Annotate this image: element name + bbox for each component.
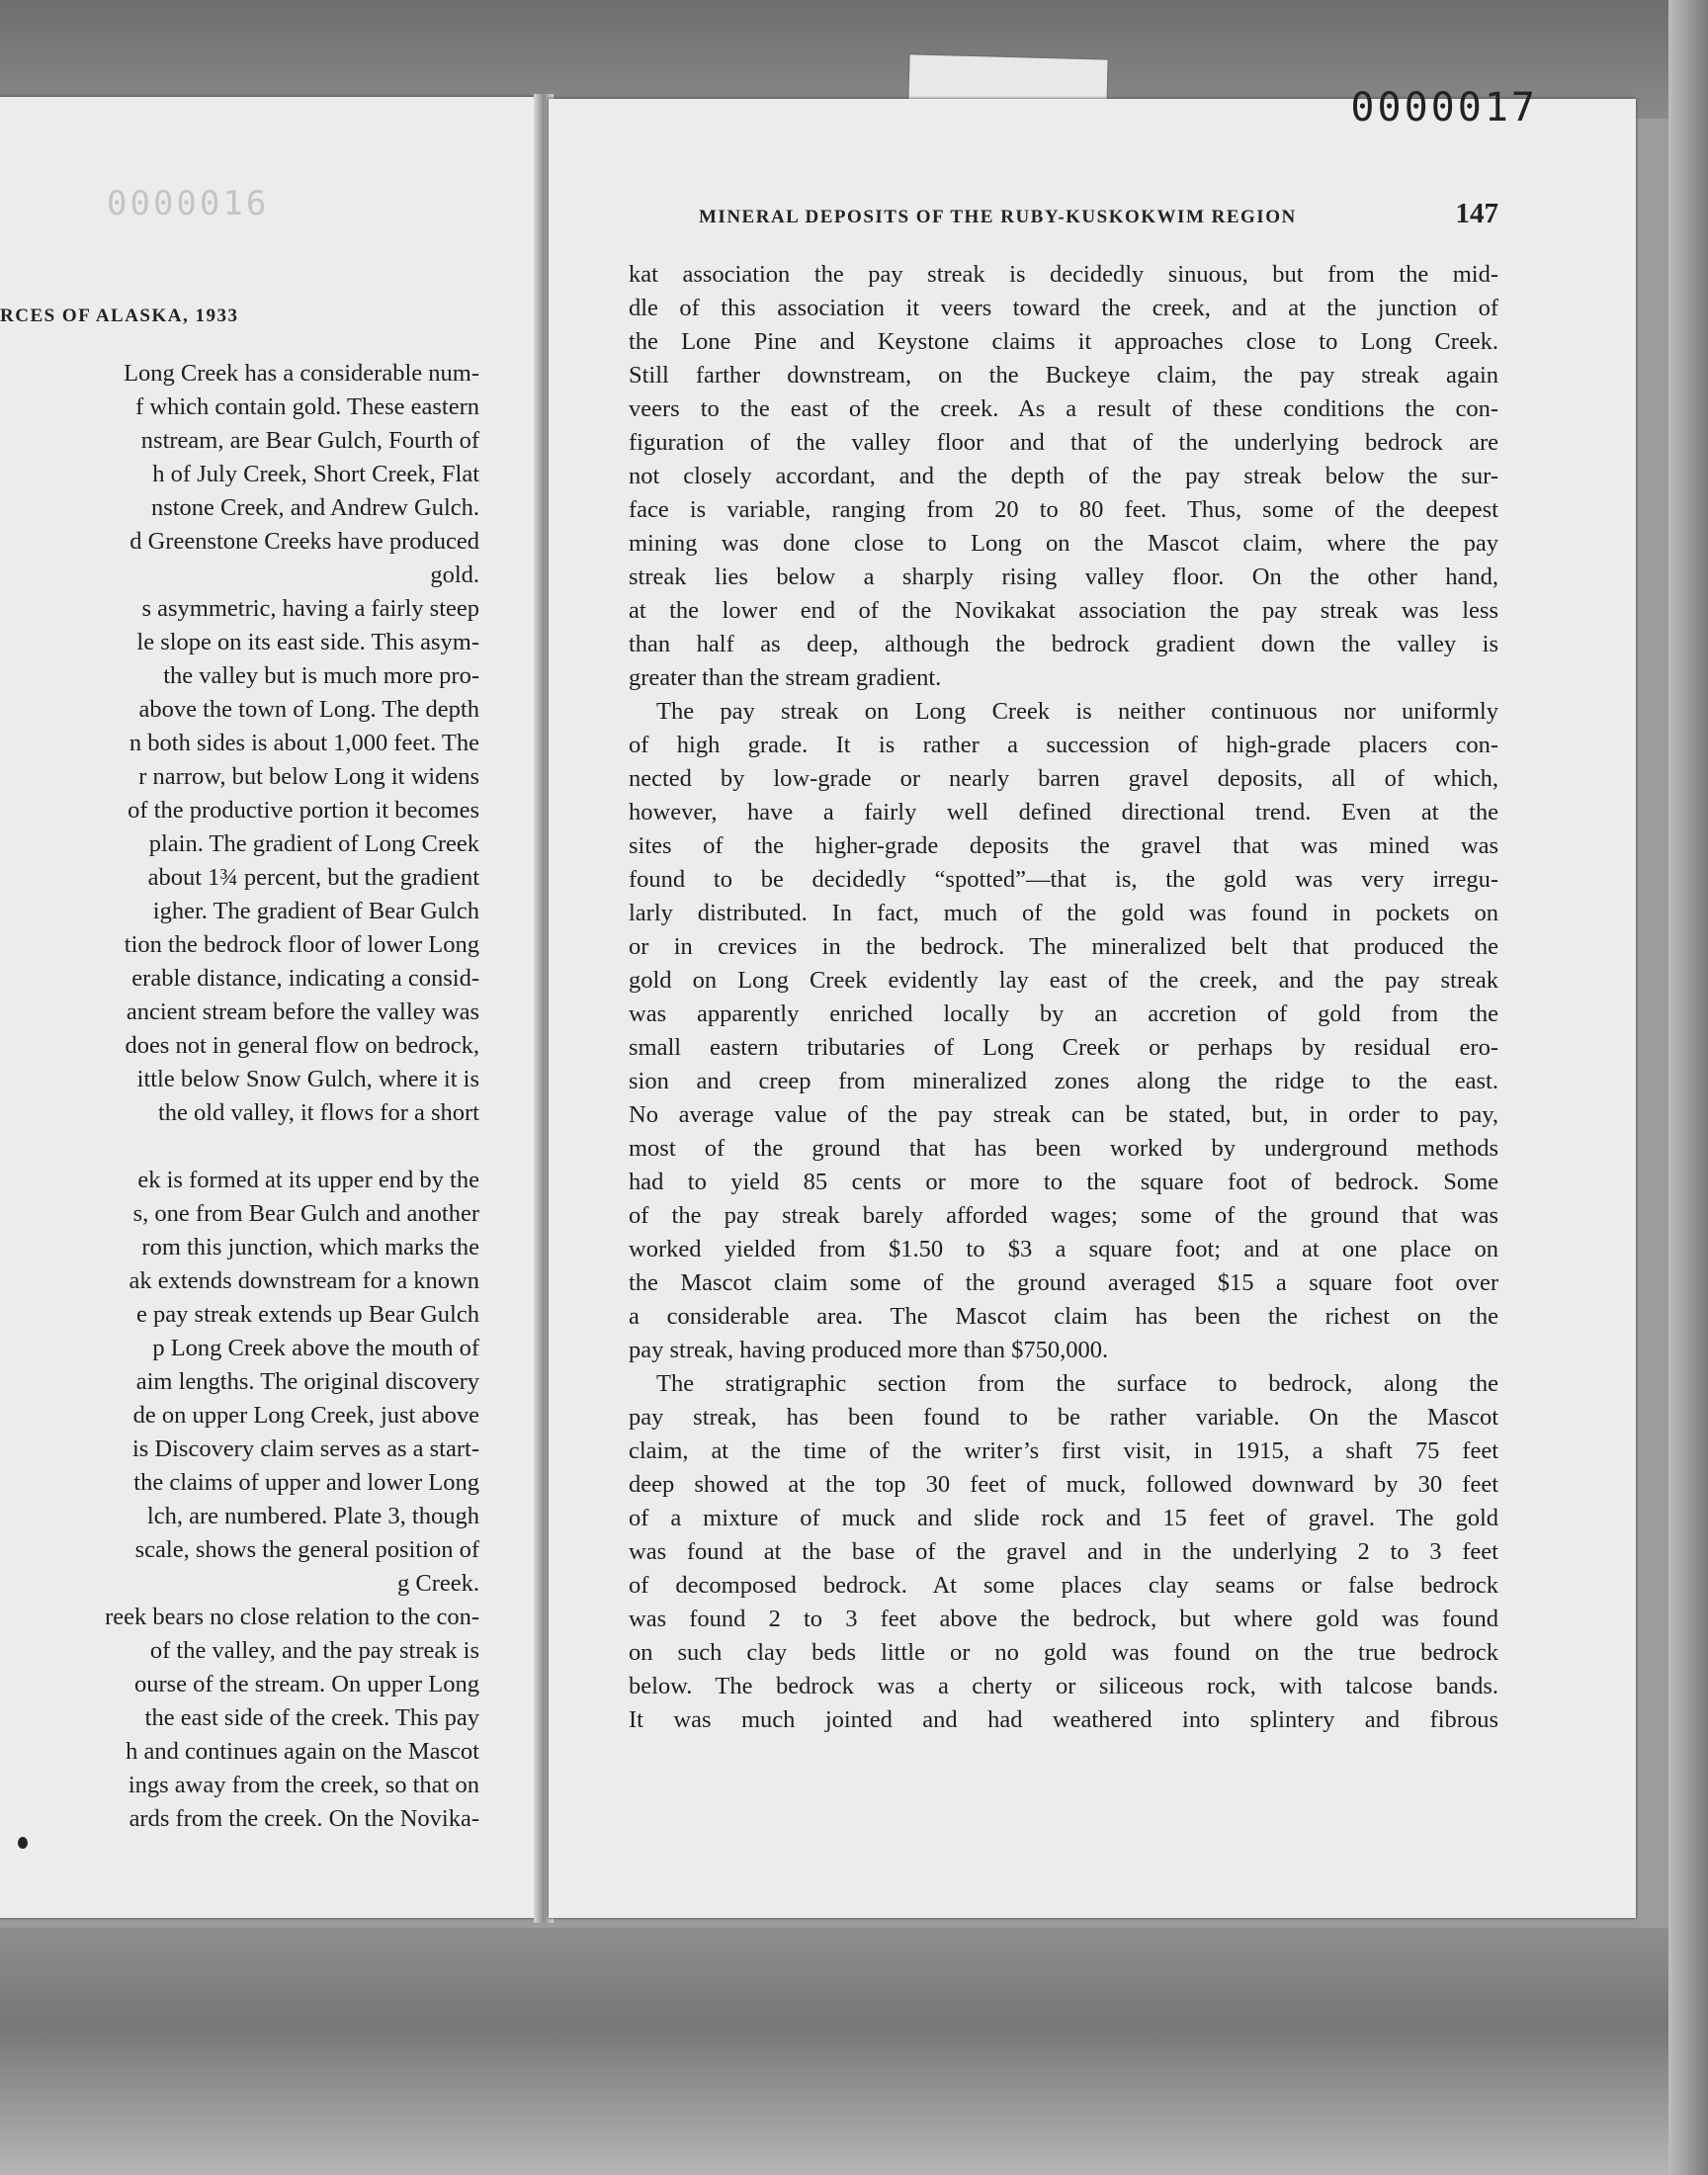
text-line: the Mascot claim some of the ground averaged $15 a square foot over	[629, 1269, 1498, 1296]
text-line: was found at the base of the gravel and in the underlying 2 to 3 feet	[629, 1538, 1498, 1565]
text-line: of decomposed bedrock. At some places clay seams or false bedrock	[629, 1572, 1498, 1599]
text-line: was found 2 to 3 feet above the bedrock, but where gold was found	[629, 1606, 1498, 1632]
text-line: nstone Creek, and Andrew Gulch.	[150, 494, 479, 521]
text-line: greater than the stream gradient.	[629, 664, 942, 691]
left-page	[0, 97, 539, 1918]
text-line: Long Creek has a considerable num-	[124, 360, 479, 387]
text-line: deep showed at the top 30 feet of muck, followed downward by 30 feet	[629, 1471, 1498, 1498]
text-line: The stratigraphic section from the surface to bedrock, along the	[656, 1370, 1498, 1397]
paper-tab	[908, 54, 1107, 105]
text-line: on such clay beds little or no gold was found on the true bedrock	[629, 1639, 1498, 1666]
text-line: the east side of the creek. This pay	[144, 1704, 479, 1731]
left-running-head: RCES OF ALASKA, 1933	[0, 305, 239, 326]
text-line: sites of the higher-grade deposits the gravel that was mined was	[629, 832, 1498, 859]
left-text-column	[0, 357, 479, 1836]
text-line: worked yielded from $1.50 to $3 a square foot; and at one place on	[629, 1236, 1498, 1262]
text-line: s, one from Bear Gulch and another	[132, 1200, 479, 1227]
text-line: g Creek.	[397, 1570, 479, 1597]
text-line: nected by low-grade or nearly barren gravel deposits, all of which,	[629, 765, 1498, 792]
text-line: is Discovery claim serves as a start-	[131, 1436, 479, 1462]
ink-dot	[18, 1837, 28, 1849]
text-line: does not in general flow on bedrock,	[125, 1032, 479, 1059]
text-line: or in crevices in the bedrock. The mineralized belt that produced the	[629, 933, 1498, 960]
text-line: ek is formed at its upper end by the	[137, 1167, 479, 1193]
text-line: le slope on its east side. This asym-	[136, 629, 479, 655]
text-line: e pay streak extends up Bear Gulch	[136, 1301, 479, 1328]
text-line: tion the bedrock floor of lower Long	[124, 931, 479, 958]
text-line: ittle below Snow Gulch, where it is	[136, 1066, 479, 1092]
text-line: most of the ground that has been worked by underground methods	[629, 1135, 1498, 1162]
text-line: found to be decidedly “spotted”—that is, the gold was very irregu-	[629, 866, 1498, 893]
text-line: below. The bedrock was a cherty or siliceous rock, with talcose bands.	[629, 1673, 1498, 1699]
text-line: of a mixture of muck and slide rock and 15 feet of gravel. The gold	[629, 1505, 1498, 1531]
text-line: of high grade. It is rather a succession of high-grade placers con-	[629, 732, 1498, 758]
text-line: igher. The gradient of Bear Gulch	[152, 898, 479, 924]
text-line: de on upper Long Creek, just above	[132, 1402, 479, 1429]
text-line: larly distributed. In fact, much of the gold was found in pockets on	[629, 900, 1498, 926]
text-line: however, have a fairly well defined directional trend. Even at the	[629, 799, 1498, 826]
text-line: sion and creep from mineralized zones along the ridge to the east.	[629, 1068, 1498, 1094]
text-line: gold.	[430, 562, 479, 588]
text-line: n both sides is about 1,000 feet. The	[128, 730, 479, 756]
text-line: face is variable, ranging from 20 to 80 feet. Thus, some of the deepest	[629, 496, 1498, 523]
text-line: ak extends downstream for a known	[128, 1267, 479, 1294]
text-line: of the productive portion it becomes	[128, 797, 479, 824]
text-line: the Lone Pine and Keystone claims it approaches close to Long Creek.	[629, 328, 1498, 355]
faded-document-number: 0000016	[107, 184, 270, 223]
text-line: small eastern tributaries of Long Creek or perhaps by residual ero-	[629, 1034, 1498, 1061]
text-line: claim, at the time of the writer’s first visit, in 1915, a shaft 75 feet	[629, 1437, 1498, 1464]
text-line: h and continues again on the Mascot	[126, 1738, 479, 1765]
text-line: No average value of the pay streak can be stated, but, in order to pay,	[629, 1101, 1498, 1128]
text-line: pay streak, has been found to be rather variable. On the Mascot	[629, 1404, 1498, 1431]
text-line: It was much jointed and had weathered into splintery and fibrous	[629, 1706, 1498, 1733]
text-line: of the pay streak barely afforded wages; some of the ground that was	[629, 1202, 1498, 1229]
text-line: lch, are numbered. Plate 3, though	[146, 1503, 479, 1529]
text-line: r narrow, but below Long it widens	[138, 763, 479, 790]
text-line: ourse of the stream. On upper Long	[133, 1671, 479, 1697]
text-line: scale, shows the general position of	[134, 1536, 479, 1563]
text-line: a considerable area. The Mascot claim has been the richest on the	[629, 1303, 1498, 1330]
text-line: gold on Long Creek evidently lay east of the creek, and the pay streak	[629, 967, 1498, 994]
text-line: s asymmetric, having a fairly steep	[141, 595, 479, 622]
text-line: pay streak, having produced more than $750,000.	[629, 1337, 1109, 1363]
text-line	[0, 1130, 479, 1164]
text-line: erable distance, indicating a consid-	[131, 965, 479, 992]
scan-background-right	[1668, 0, 1708, 2175]
text-line: mining was done close to Long on the Mascot claim, where the pay	[629, 530, 1498, 557]
text-line: h of July Creek, Short Creek, Flat	[152, 461, 479, 487]
text-line: had to yield 85 cents or more to the square foot of bedrock. Some	[629, 1169, 1498, 1195]
text-line: d Greenstone Creeks have produced	[129, 528, 479, 555]
text-line: at the lower end of the Novikakat association the pay streak was less	[629, 597, 1498, 624]
text-line: dle of this association it veers toward the creek, and at the junction of	[629, 295, 1498, 321]
text-line: ancient stream before the valley was	[126, 999, 479, 1025]
text-line: about 1¾ percent, but the gradient	[147, 864, 479, 891]
right-text-column	[629, 258, 1498, 1737]
text-line: was apparently enriched locally by an accretion of gold from the	[629, 1000, 1498, 1027]
text-line: p Long Creek above the mouth of	[152, 1335, 479, 1361]
text-line: rom this junction, which marks the	[141, 1234, 479, 1261]
text-line: kat association the pay streak is decidedly sinuous, but from the mid-	[629, 261, 1498, 288]
text-line: than half as deep, although the bedrock gradient down the valley is	[629, 631, 1498, 657]
text-line: nstream, are Bear Gulch, Fourth of	[140, 427, 479, 454]
text-line: reek bears no close relation to the con-	[105, 1604, 479, 1630]
text-line: the valley but is much more pro-	[163, 662, 479, 689]
text-line: Still farther downstream, on the Buckeye claim, the pay streak again	[629, 362, 1498, 389]
text-line: f which contain gold. These eastern	[135, 393, 479, 420]
text-line: ings away from the creek, so that on	[128, 1772, 479, 1798]
text-line: not closely accordant, and the depth of the pay streak below the sur-	[629, 463, 1498, 489]
text-line: veers to the east of the creek. As a result of these conditions the con-	[629, 395, 1498, 422]
text-line: aim lengths. The original discovery	[135, 1368, 479, 1395]
text-line: figuration of the valley floor and that of the underlying bedrock are	[629, 429, 1498, 456]
text-line: the claims of upper and lower Long	[133, 1469, 479, 1496]
text-line: of the valley, and the pay streak is	[149, 1637, 479, 1664]
right-running-head: MINERAL DEPOSITS OF THE RUBY-KUSKOKWIM REGION	[699, 207, 1297, 227]
text-line: above the town of Long. The depth	[138, 696, 479, 723]
text-line: plain. The gradient of Long Creek	[148, 830, 479, 857]
text-line: the old valley, it flows for a short	[157, 1099, 479, 1126]
page-number: 147	[1455, 198, 1498, 229]
text-line: The pay streak on Long Creek is neither continuous nor uniformly	[656, 698, 1498, 725]
scan-background-bottom	[0, 1928, 1708, 2175]
document-number: 0000017	[1350, 85, 1538, 130]
text-line: streak lies below a sharply rising valley floor. On the other hand,	[629, 564, 1498, 590]
text-line: ards from the creek. On the Novika-	[128, 1805, 479, 1832]
